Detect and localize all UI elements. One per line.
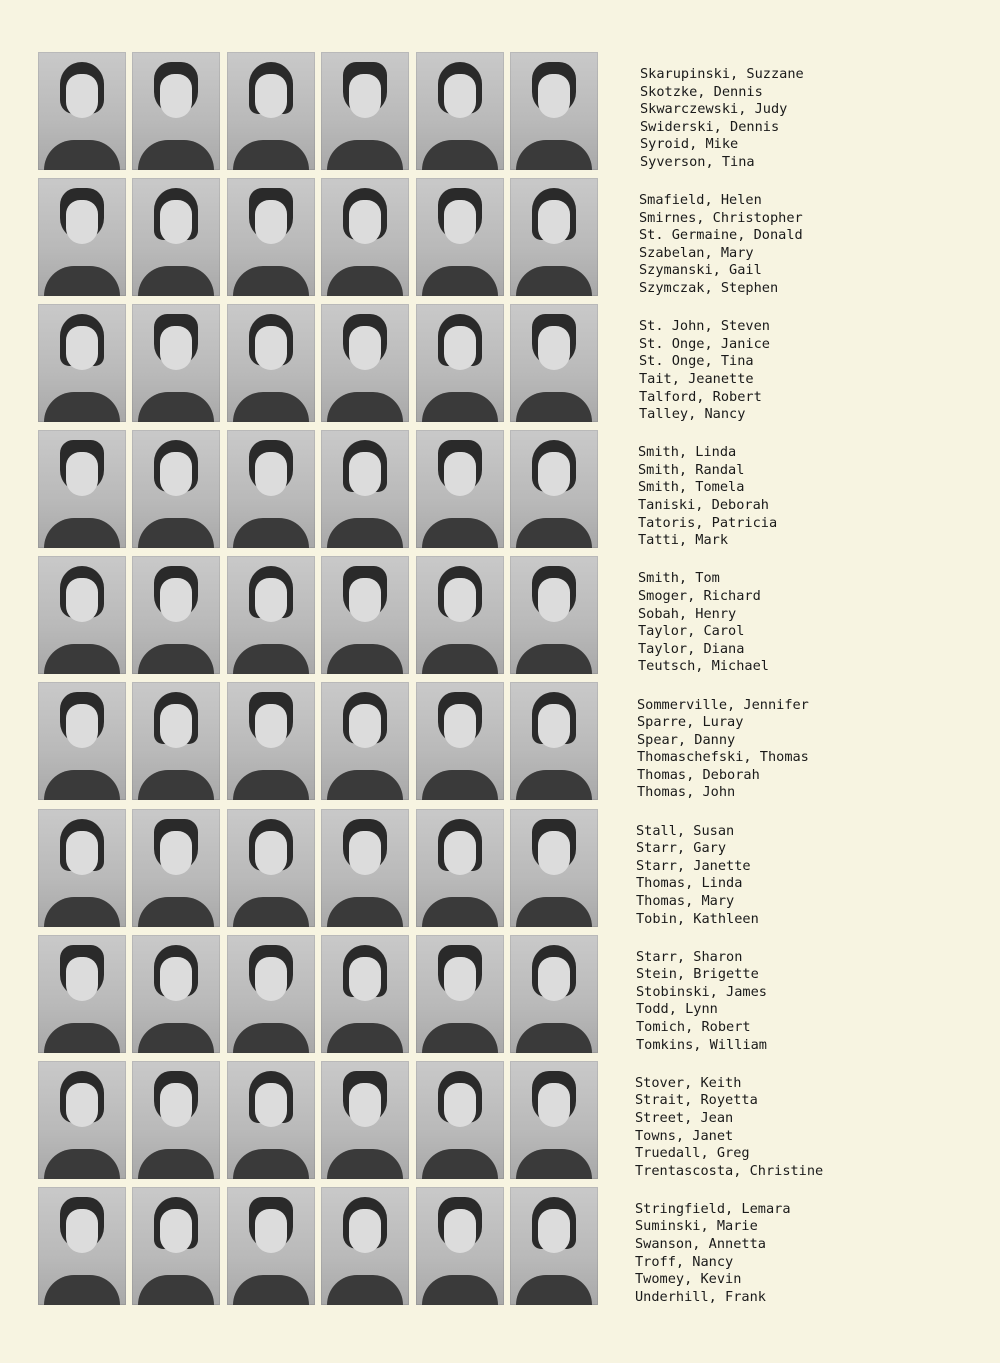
portrait-body — [44, 1275, 120, 1305]
student-name: St. Onge, Janice — [639, 335, 770, 352]
portrait-face — [160, 452, 192, 496]
portrait-face — [160, 578, 192, 622]
student-name: Sobah, Henry — [638, 605, 737, 622]
portrait-face — [255, 452, 287, 496]
student-name: Twomey, Kevin — [635, 1271, 742, 1288]
portrait-face — [66, 452, 98, 496]
student-name: Skarupinski, Suzzane — [640, 66, 804, 82]
portrait-body — [516, 770, 592, 800]
portrait-body — [44, 644, 120, 674]
portrait-photo — [510, 935, 598, 1053]
portrait-face — [255, 1083, 287, 1127]
portrait-face — [160, 831, 192, 875]
portrait-body — [327, 392, 403, 422]
portrait-body — [138, 518, 214, 548]
portrait-photo — [416, 1187, 504, 1305]
portrait-face — [66, 578, 98, 622]
portrait-photo — [38, 52, 126, 170]
student-name: Stall, Susan — [636, 822, 735, 839]
portrait-face — [349, 578, 381, 622]
portrait-face — [349, 957, 381, 1001]
portrait-body — [44, 770, 120, 800]
student-name: Thomaschefski, Thomas — [637, 749, 809, 766]
student-name: Troff, Nancy — [635, 1253, 734, 1270]
portrait-face — [349, 74, 381, 118]
portrait-face — [444, 326, 476, 370]
portrait-face — [255, 74, 287, 118]
student-name: Stein, Brigette — [636, 966, 759, 983]
student-name: Tomich, Robert — [636, 1019, 751, 1036]
portrait-body — [516, 392, 592, 422]
portrait-photo — [227, 682, 315, 800]
portrait-photo — [321, 304, 409, 422]
portrait-body — [327, 1275, 403, 1305]
photo-row — [38, 430, 604, 556]
portrait-photo — [38, 556, 126, 674]
portrait-photo — [416, 935, 504, 1053]
portrait-photo — [227, 1061, 315, 1179]
student-name: Tatoris, Patricia — [638, 514, 778, 531]
portrait-photo — [510, 1061, 598, 1179]
portrait-photo — [132, 178, 220, 296]
portrait-photo — [510, 809, 598, 927]
portrait-face — [255, 957, 287, 1001]
photo-row — [38, 304, 604, 430]
portrait-photo — [321, 178, 409, 296]
photo-row — [38, 1061, 604, 1187]
student-name: Swiderski, Dennis — [640, 118, 780, 135]
student-name: Syverson, Tina — [640, 153, 755, 170]
portrait-body — [422, 644, 498, 674]
photo-row — [38, 809, 604, 935]
portrait-photo — [416, 304, 504, 422]
portrait-body — [233, 1149, 309, 1179]
name-block — [638, 444, 878, 550]
portrait-face — [538, 578, 570, 622]
portrait-photo — [227, 52, 315, 170]
portrait-face — [349, 326, 381, 370]
portrait-photo — [132, 1187, 220, 1305]
portrait-photo — [132, 556, 220, 674]
portrait-photo — [416, 1061, 504, 1179]
portrait-face — [538, 200, 570, 244]
portrait-face — [538, 74, 570, 118]
portrait-face — [538, 1209, 570, 1253]
portrait-photo — [321, 935, 409, 1053]
portrait-face — [349, 704, 381, 748]
student-name: Syroid, Mike — [640, 136, 739, 153]
name-block — [639, 318, 879, 424]
portrait-body — [327, 1023, 403, 1053]
portrait-body — [233, 518, 309, 548]
photo-grid — [38, 52, 604, 1313]
student-name: Thomas, Mary — [636, 892, 735, 909]
portrait-face — [538, 452, 570, 496]
student-name: Thomas, John — [637, 784, 736, 801]
portrait-body — [233, 392, 309, 422]
portrait-face — [160, 704, 192, 748]
student-name: Smith, Tomela — [638, 479, 745, 496]
portrait-body — [422, 770, 498, 800]
portrait-body — [138, 266, 214, 296]
photo-row — [38, 178, 604, 304]
portrait-face — [538, 326, 570, 370]
portrait-body — [422, 392, 498, 422]
student-name: Tatti, Mark — [638, 532, 729, 549]
portrait-face — [444, 578, 476, 622]
portrait-body — [233, 1275, 309, 1305]
portrait-face — [444, 831, 476, 875]
student-name: Tomkins, William — [636, 1036, 767, 1053]
portrait-body — [516, 140, 592, 170]
student-name: Spear, Danny — [637, 731, 736, 748]
portrait-face — [444, 1209, 476, 1253]
photo-row — [38, 935, 604, 1061]
portrait-body — [516, 266, 592, 296]
student-name: Sparre, Luray — [637, 714, 744, 731]
portrait-face — [444, 452, 476, 496]
name-block — [638, 570, 878, 676]
student-name: Sommerville, Jennifer — [637, 696, 809, 713]
portrait-body — [44, 140, 120, 170]
portrait-photo — [321, 52, 409, 170]
student-name: Strait, Royetta — [635, 1092, 758, 1109]
student-name: Suminski, Marie — [635, 1218, 758, 1235]
student-name: Szabelan, Mary — [639, 244, 754, 261]
portrait-photo — [510, 52, 598, 170]
portrait-photo — [510, 556, 598, 674]
student-name: Smirnes, Christopher — [639, 209, 803, 226]
portrait-photo — [132, 809, 220, 927]
name-block — [635, 1075, 875, 1181]
student-name: Taylor, Diana — [638, 640, 745, 657]
portrait-body — [44, 1149, 120, 1179]
portrait-photo — [321, 430, 409, 548]
photo-row — [38, 1187, 604, 1313]
portrait-face — [444, 704, 476, 748]
portrait-body — [233, 897, 309, 927]
portrait-face — [66, 1209, 98, 1253]
student-name: Starr, Gary — [636, 840, 727, 857]
portrait-body — [138, 1275, 214, 1305]
student-name: Smoger, Richard — [638, 587, 761, 604]
portrait-photo — [132, 682, 220, 800]
portrait-body — [233, 140, 309, 170]
portrait-face — [66, 326, 98, 370]
portrait-body — [138, 1023, 214, 1053]
portrait-body — [516, 897, 592, 927]
portrait-body — [138, 392, 214, 422]
portrait-body — [44, 1023, 120, 1053]
portrait-body — [138, 644, 214, 674]
portrait-face — [66, 957, 98, 1001]
portrait-face — [444, 1083, 476, 1127]
portrait-face — [538, 704, 570, 748]
portrait-face — [255, 1209, 287, 1253]
name-block — [639, 192, 879, 298]
portrait-face — [160, 1209, 192, 1253]
name-block — [640, 66, 880, 172]
portrait-body — [422, 897, 498, 927]
portrait-face — [255, 578, 287, 622]
portrait-body — [422, 266, 498, 296]
portrait-photo — [132, 1061, 220, 1179]
student-name: Street, Jean — [635, 1109, 734, 1126]
portrait-photo — [227, 556, 315, 674]
portrait-photo — [510, 304, 598, 422]
portrait-face — [255, 704, 287, 748]
portrait-photo — [227, 809, 315, 927]
portrait-body — [233, 644, 309, 674]
portrait-body — [327, 1149, 403, 1179]
portrait-photo — [321, 556, 409, 674]
portrait-face — [255, 831, 287, 875]
portrait-body — [422, 1275, 498, 1305]
portrait-photo — [227, 430, 315, 548]
portrait-body — [327, 897, 403, 927]
portrait-body — [422, 518, 498, 548]
portrait-photo — [416, 430, 504, 548]
student-name: Szymanski, Gail — [639, 262, 762, 279]
portrait-photo — [38, 1061, 126, 1179]
student-name: Truedall, Greg — [635, 1145, 750, 1162]
portrait-face — [255, 326, 287, 370]
portrait-body — [44, 266, 120, 296]
portrait-face — [160, 326, 192, 370]
portrait-photo — [132, 430, 220, 548]
photo-row — [38, 556, 604, 682]
student-name: Skotzke, Dennis — [640, 83, 763, 100]
student-name: Talford, Robert — [639, 388, 762, 405]
portrait-body — [516, 644, 592, 674]
portrait-photo — [38, 304, 126, 422]
student-name: Todd, Lynn — [636, 1001, 718, 1018]
portrait-face — [538, 957, 570, 1001]
portrait-face — [160, 200, 192, 244]
student-name: Smith, Linda — [638, 444, 737, 461]
student-name: Stobinski, James — [636, 983, 767, 1000]
portrait-body — [138, 770, 214, 800]
portrait-face — [160, 957, 192, 1001]
name-block — [635, 1201, 875, 1307]
student-name: Underhill, Frank — [635, 1288, 766, 1305]
portrait-body — [516, 1023, 592, 1053]
portrait-face — [444, 200, 476, 244]
student-name: Starr, Sharon — [636, 948, 743, 965]
portrait-photo — [132, 935, 220, 1053]
portrait-photo — [416, 52, 504, 170]
portrait-face — [255, 200, 287, 244]
portrait-photo — [321, 682, 409, 800]
portrait-photo — [38, 935, 126, 1053]
portrait-body — [327, 770, 403, 800]
student-name: Stover, Keith — [635, 1074, 742, 1091]
portrait-photo — [132, 304, 220, 422]
portrait-face — [160, 1083, 192, 1127]
student-name: St. John, Steven — [639, 318, 770, 335]
portrait-body — [233, 266, 309, 296]
portrait-photo — [321, 1187, 409, 1305]
student-name: Towns, Janet — [635, 1127, 734, 1144]
student-name: Tobin, Kathleen — [636, 910, 759, 927]
student-name: Teutsch, Michael — [638, 658, 769, 675]
portrait-body — [516, 518, 592, 548]
portrait-body — [516, 1275, 592, 1305]
student-name: Thomas, Linda — [636, 875, 743, 892]
portrait-face — [349, 1209, 381, 1253]
portrait-face — [444, 957, 476, 1001]
portrait-photo — [416, 178, 504, 296]
portrait-photo — [510, 178, 598, 296]
portrait-body — [422, 1023, 498, 1053]
student-name: Smafield, Helen — [639, 192, 762, 209]
portrait-body — [138, 1149, 214, 1179]
portrait-face — [444, 74, 476, 118]
name-block — [636, 823, 876, 929]
portrait-photo — [416, 682, 504, 800]
portrait-photo — [38, 682, 126, 800]
portrait-face — [66, 74, 98, 118]
student-name: St. Onge, Tina — [639, 353, 754, 370]
portrait-face — [66, 704, 98, 748]
portrait-face — [66, 1083, 98, 1127]
portrait-body — [44, 897, 120, 927]
portrait-body — [44, 392, 120, 422]
student-name: Talley, Nancy — [639, 406, 746, 423]
portrait-face — [66, 831, 98, 875]
student-name: Taylor, Carol — [638, 623, 745, 640]
name-block — [636, 949, 876, 1055]
student-name: Taniski, Deborah — [638, 497, 769, 514]
portrait-body — [327, 266, 403, 296]
portrait-face — [66, 200, 98, 244]
photo-row — [38, 682, 604, 808]
name-block — [637, 697, 877, 803]
portrait-photo — [38, 809, 126, 927]
portrait-photo — [321, 1061, 409, 1179]
portrait-photo — [227, 935, 315, 1053]
portrait-body — [327, 644, 403, 674]
student-name: Skwarczewski, Judy — [640, 101, 788, 118]
student-name: Tait, Jeanette — [639, 370, 754, 387]
portrait-photo — [132, 52, 220, 170]
portrait-body — [422, 1149, 498, 1179]
portrait-photo — [38, 1187, 126, 1305]
portrait-photo — [38, 430, 126, 548]
portrait-photo — [510, 682, 598, 800]
portrait-body — [422, 140, 498, 170]
portrait-photo — [321, 809, 409, 927]
portrait-body — [138, 897, 214, 927]
portrait-body — [327, 140, 403, 170]
portrait-body — [44, 518, 120, 548]
portrait-photo — [227, 178, 315, 296]
portrait-face — [160, 74, 192, 118]
portrait-face — [538, 831, 570, 875]
portrait-photo — [38, 178, 126, 296]
portrait-body — [327, 518, 403, 548]
student-name: Swanson, Annetta — [635, 1236, 766, 1253]
portrait-photo — [510, 1187, 598, 1305]
portrait-face — [538, 1083, 570, 1127]
portrait-face — [349, 200, 381, 244]
portrait-photo — [227, 304, 315, 422]
portrait-photo — [510, 430, 598, 548]
portrait-photo — [416, 809, 504, 927]
portrait-body — [233, 770, 309, 800]
student-name: Smith, Tom — [638, 570, 720, 587]
student-name: Stringfield, Lemara — [635, 1200, 791, 1217]
portrait-body — [233, 1023, 309, 1053]
portrait-photo — [227, 1187, 315, 1305]
portrait-photo — [416, 556, 504, 674]
student-name: Thomas, Deborah — [637, 766, 760, 783]
student-name: St. Germaine, Donald — [639, 227, 803, 244]
portrait-face — [349, 452, 381, 496]
portrait-body — [138, 140, 214, 170]
portrait-body — [516, 1149, 592, 1179]
student-name: Szymczak, Stephen — [639, 280, 779, 297]
photo-row — [38, 52, 604, 178]
portrait-face — [349, 831, 381, 875]
student-name: Smith, Randal — [638, 461, 745, 478]
student-name: Starr, Janette — [636, 857, 751, 874]
student-name: Trentascosta, Christine — [635, 1162, 824, 1179]
portrait-face — [349, 1083, 381, 1127]
